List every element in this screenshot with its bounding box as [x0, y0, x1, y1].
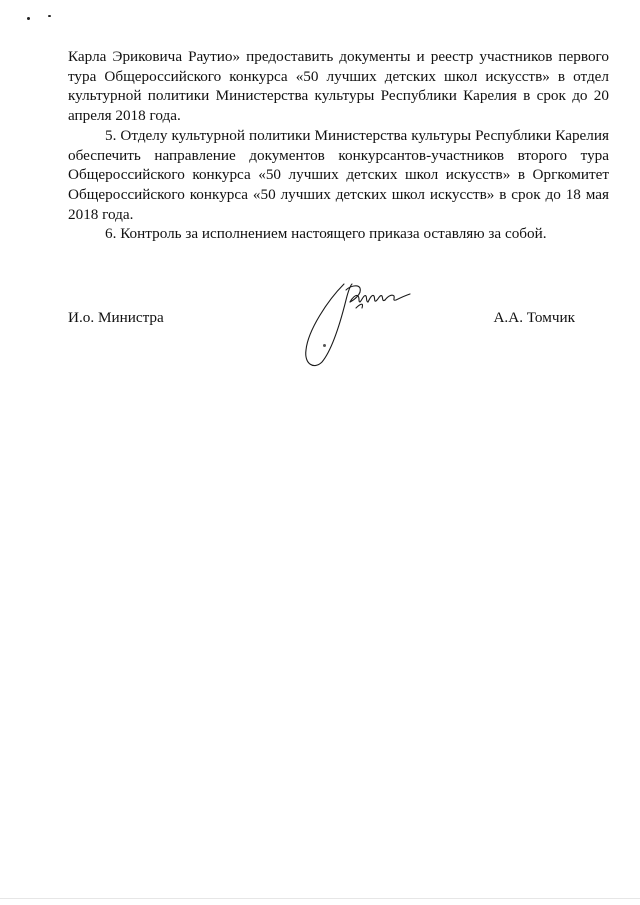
paragraph-continuation: Карла Эриковича Раутио» предоставить документы и реестр участников первого тура Общероссийского конкурса «50 лучших детских школ искусств» в отдел культурной политики Министерства культуры Республики Карелия в срок до 20 апреля 2018 года.	[68, 48, 609, 125]
paragraph-item-6: 6. Контроль за исполнением настоящего приказа оставляю за собой.	[105, 225, 547, 243]
scan-artifact-dot	[27, 17, 30, 20]
paragraph-item-5: 5. Отделу культурной политики Министерства культуры Республики Карелия обеспечить направление документов конкурсантов-участников второго тура Общероссийского конкурса «50 лучших детских школ искусств» в Оргкомитет Общероссийского конкурса «50 лучших детских школ искусств» в срок до 18 мая 2018 года.	[68, 126, 609, 223]
scan-artifact-dot	[48, 15, 51, 17]
document-body	[68, 47, 609, 244]
signatory-position: И.о. Министра	[68, 309, 164, 326]
scan-bottom-edge	[0, 898, 640, 899]
signatory-name: А.А. Томчик	[493, 309, 575, 326]
scan-artifact-dot	[323, 344, 326, 347]
handwritten-signature	[300, 278, 420, 373]
